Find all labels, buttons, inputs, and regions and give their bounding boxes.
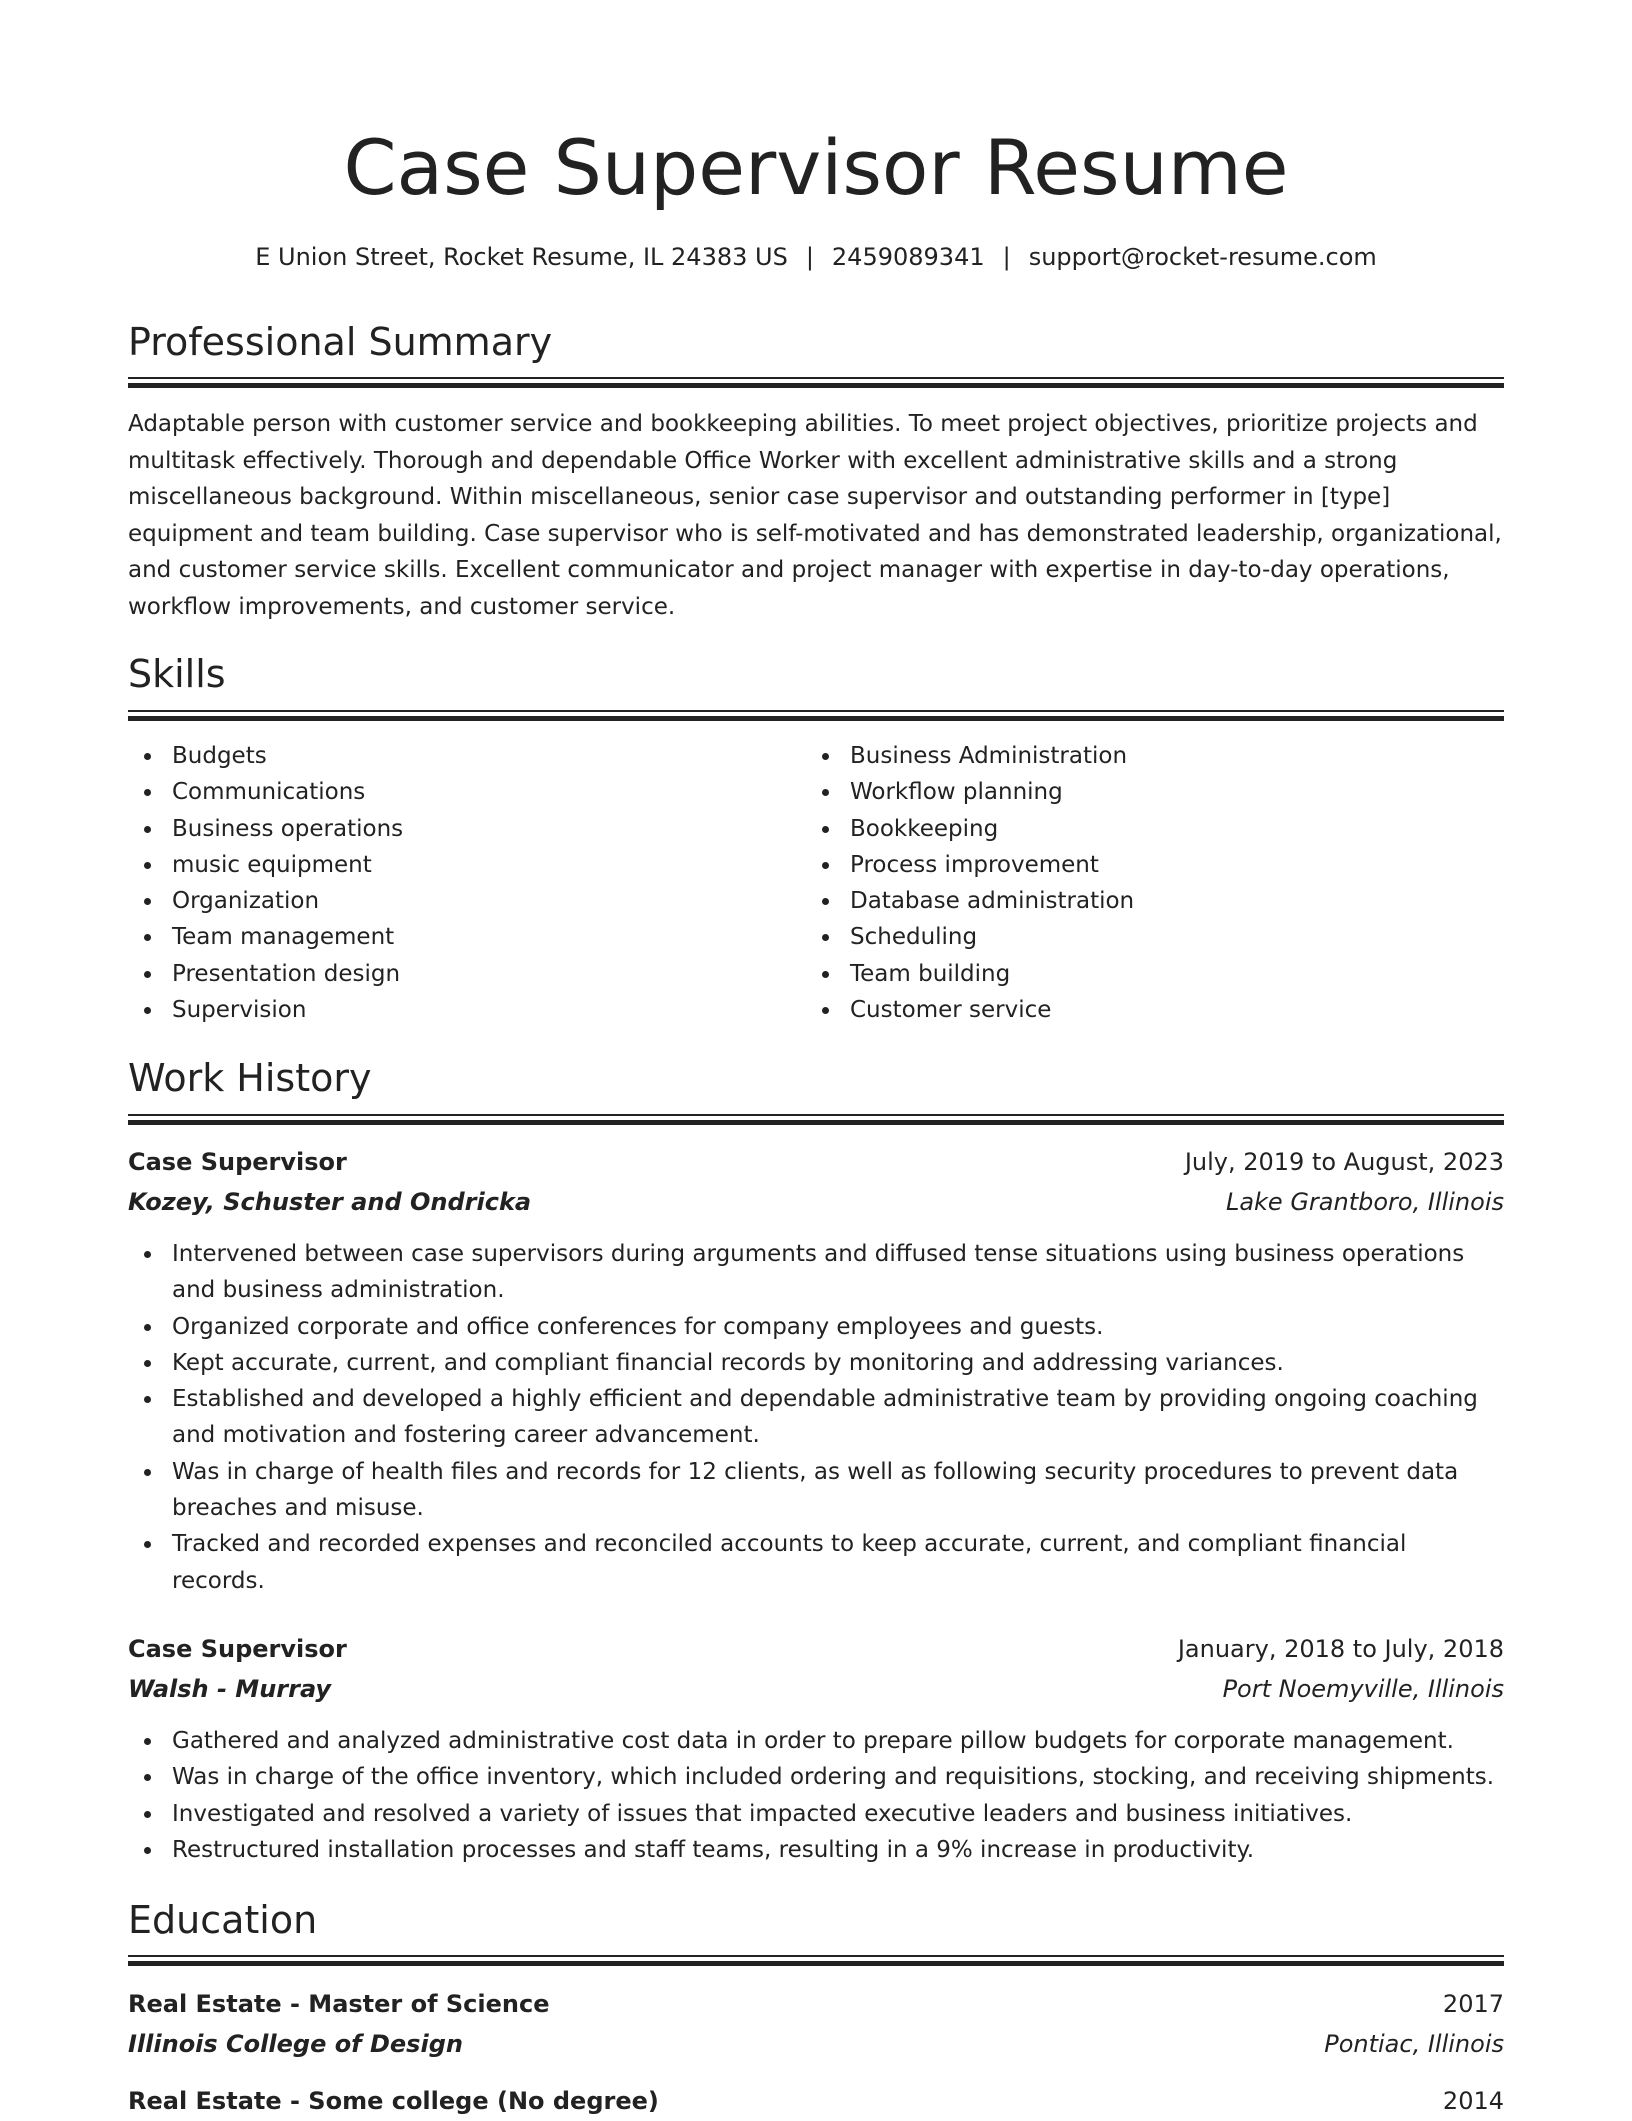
section-heading-education: Education <box>128 1898 318 1942</box>
skills-list-left <box>128 738 788 1028</box>
duty-line: Kept accurate, current, and compliant financial records by monitoring and addressing variances. <box>172 1349 1284 1376</box>
job-duty <box>128 1796 1504 1832</box>
education-school: Illinois College of Design <box>128 2030 463 2058</box>
section-heading-skills: Skills <box>128 652 226 696</box>
job-company: Kozey, Schuster and Ondricka <box>128 1188 532 1216</box>
summary-line: workflow improvements, and customer service. <box>128 593 676 620</box>
duty-line: records. <box>172 1567 265 1594</box>
job-duties-list <box>128 1236 1504 1599</box>
job-duty <box>128 1759 1504 1795</box>
skill-item: Organization <box>128 883 788 919</box>
duty-line: Gathered and analyzed administrative cost data in order to prepare pillow budgets for corporate management. <box>172 1728 1454 1754</box>
section-divider <box>128 377 1504 388</box>
skill-item: Process improvement <box>806 847 1504 883</box>
resume-title: Case Supervisor Resume <box>343 123 1289 212</box>
duty-line: and motivation and fostering career advancement. <box>172 1422 760 1449</box>
duty-line: Was in charge of the office inventory, which included ordering and requisitions, stocking, and receiving shipments. <box>172 1764 1495 1791</box>
job-title: Case Supervisor <box>128 1148 347 1176</box>
summary-line: miscellaneous background. Within miscellaneous, senior case supervisor and outstanding performer in [type] <box>128 484 1391 510</box>
contact-address: E Union Street, Rocket Resume, IL 24383 US <box>255 243 788 271</box>
education-degree: Real Estate - Some college (No degree) <box>128 2087 659 2115</box>
job-dates: July, 2019 to August, 2023 <box>1184 1148 1504 1176</box>
contact-email[interactable]: support@rocket-resume.com <box>1028 243 1377 271</box>
duty-line: Established and developed a highly efficient and dependable administrative team by providing ongoing coaching <box>172 1386 1478 1413</box>
duty-line: Restructured installation processes and staff teams, resulting in a 9% increase in productivity. <box>172 1836 1255 1863</box>
skill-item: Scheduling <box>806 919 1504 955</box>
duty-line: breaches and misuse. <box>172 1495 424 1522</box>
section-heading-work: Work History <box>128 1056 372 1100</box>
summary-line: Adaptable person with customer service and bookkeeping abilities. To meet project objectives, prioritize projects and <box>128 411 1478 437</box>
duty-line: Organized corporate and office conferences for company employees and guests. <box>172 1313 1104 1340</box>
duty-line: Tracked and recorded expenses and reconciled accounts to keep accurate, current, and compliant financial <box>172 1531 1407 1558</box>
job-duty <box>128 1309 1504 1345</box>
job-duties-list <box>128 1723 1504 1868</box>
job-duty <box>128 1381 1504 1454</box>
skill-item: Team building <box>806 956 1504 992</box>
job-duty <box>128 1236 1504 1309</box>
job-title: Case Supervisor <box>128 1635 347 1663</box>
section-divider <box>128 1955 1504 1966</box>
skill-item: Presentation design <box>128 956 788 992</box>
skill-item: Budgets <box>128 738 788 774</box>
skill-item: Team management <box>128 919 788 955</box>
skill-item: Bookkeeping <box>806 811 1504 847</box>
duty-line: Intervened between case supervisors during arguments and diffused tense situations using business operations <box>172 1241 1465 1267</box>
contact-line <box>128 240 1504 274</box>
contact-phone: 2459089341 <box>831 243 985 271</box>
education-year: 2017 <box>1442 1990 1504 2018</box>
summary-line: and customer service skills. Excellent communicator and project manager with expertise in day-to-day operations, <box>128 557 1450 583</box>
skills-list-right <box>806 738 1504 1028</box>
job-duty <box>128 1454 1504 1527</box>
contact-separator: | <box>805 243 814 271</box>
skill-item: Database administration <box>806 883 1504 919</box>
job-duty <box>128 1345 1504 1381</box>
education-year: 2014 <box>1442 2087 1504 2115</box>
job-duty <box>128 1723 1504 1759</box>
education-location: Pontiac, Illinois <box>1324 2030 1504 2058</box>
skill-item: Business Administration <box>806 738 1504 774</box>
skill-item: Communications <box>128 774 788 810</box>
section-heading-summary: Professional Summary <box>128 320 553 364</box>
duty-line: Investigated and resolved a variety of issues that impacted executive leaders and business initiatives. <box>172 1800 1353 1827</box>
contact-separator: | <box>1002 243 1011 271</box>
job-duty <box>128 1526 1504 1599</box>
summary-line: equipment and team building. Case supervisor who is self-motivated and has demonstrated leadership, organizational, <box>128 520 1502 547</box>
job-dates: January, 2018 to July, 2018 <box>1177 1635 1504 1663</box>
duty-line: Was in charge of health files and records for 12 clients, as well as following security procedures to prevent data <box>172 1458 1459 1485</box>
section-divider <box>128 1114 1504 1125</box>
summary-text <box>128 406 1504 625</box>
education-degree: Real Estate - Master of Science <box>128 1990 550 2018</box>
skill-item: Supervision <box>128 992 788 1028</box>
skill-item: Customer service <box>806 992 1504 1028</box>
job-location: Port Noemyville, Illinois <box>1222 1675 1504 1703</box>
skill-item: Business operations <box>128 811 788 847</box>
duty-line: and business administration. <box>172 1277 505 1304</box>
section-divider <box>128 710 1504 721</box>
summary-line: multitask effectively. Thorough and dependable Office Worker with excellent administrative skills and a strong <box>128 447 1398 474</box>
skill-item: music equipment <box>128 847 788 883</box>
job-location: Lake Grantboro, Illinois <box>1225 1188 1504 1216</box>
job-company: Walsh - Murray <box>128 1675 332 1703</box>
job-duty <box>128 1832 1504 1868</box>
skill-item: Workflow planning <box>806 774 1504 810</box>
